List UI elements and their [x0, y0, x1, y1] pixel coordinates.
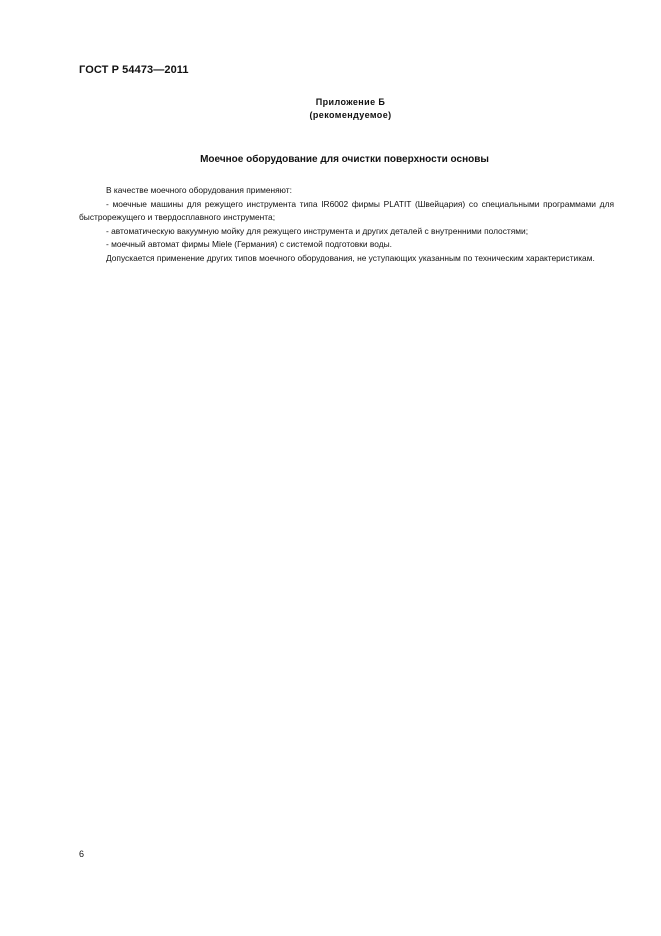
document-code: ГОСТ Р 54473—2011	[79, 64, 189, 76]
paragraph-alternatives: Допускается применение других типов моечного оборудования, не уступающих указанным по техническим характеристикам.	[106, 252, 595, 263]
page-number: 6	[79, 849, 85, 859]
annex-status: (рекомендуемое)	[309, 110, 392, 120]
section-title: Моечное оборудование для очистки поверхности основы	[200, 154, 489, 165]
paragraph-intro: В качестве моечного оборудования применяют:	[106, 185, 292, 195]
body-text	[79, 184, 614, 266]
annex-title: Приложение Б	[315, 97, 386, 107]
list-item-washing-machines: - моечные машины для режущего инструмента типа IR6002 фирмы PLATIT (Швейцария) со специальными программами для быстрорежущего и твердосплавного инструмента;	[79, 198, 614, 223]
list-item-miele-washer: - моечный автомат фирмы Miele (Германия) с системой подготовки воды.	[106, 239, 392, 250]
list-item-vacuum-washer: - автоматическую вакуумную мойку для режущего инструмента и других деталей с внутренними полостями;	[106, 225, 529, 236]
